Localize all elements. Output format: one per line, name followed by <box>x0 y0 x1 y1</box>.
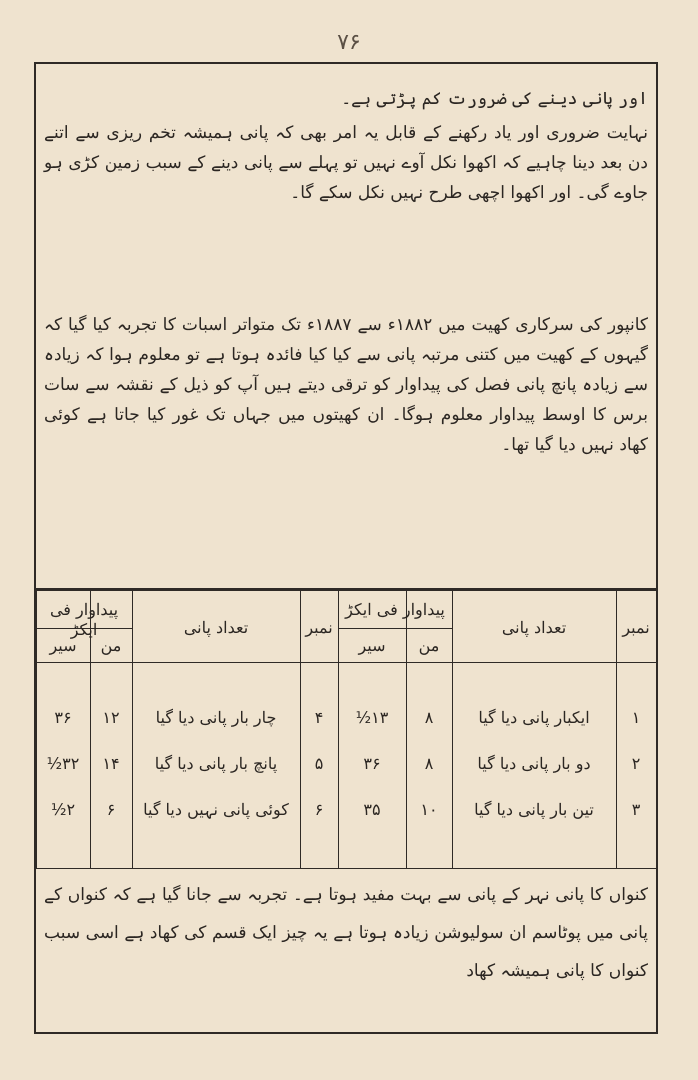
text-frame <box>34 62 658 1034</box>
table-row-seer: ۳۲½ <box>46 754 80 773</box>
table-row-number: ۴ <box>314 708 324 727</box>
table-row-seer: ۳۶ <box>363 754 381 773</box>
header-water-count-right: تعداد پانی <box>501 618 567 637</box>
table-row-number: ۵ <box>314 754 324 773</box>
header-yield-left: پیداوار فی ایکڑ <box>49 600 119 639</box>
header-seer-left: سیر <box>49 636 77 655</box>
table-row-label: چار بار پانی دیا گیا <box>155 708 277 727</box>
table-row-label: پانچ بار پانی دیا گیا <box>154 754 278 773</box>
table-row-label: تین بار پانی دیا گیا <box>474 800 594 819</box>
header-number-left: نمبر <box>305 618 333 637</box>
header-seer-right: سیر <box>358 636 386 655</box>
header-maund-right: من <box>418 636 440 655</box>
table-row-seer: ۳۶ <box>54 708 72 727</box>
table-row-maund: ۶ <box>106 800 116 819</box>
paragraph-well-water: کنواں کا پانی نہر کے پانی سے بہت مفید ہوتا ہے۔ تجربہ سے جانا گیا ہے کہ کنواں کے پانی میں پوٹاسم ان سولیوشن زیادہ ہوتا ہے یہ چیز ایک قسم کی کھاد ہے اسی سبب کنواں کا پانی ہمیشہ کھاد <box>44 885 648 981</box>
table-row-number: ۲ <box>631 754 641 773</box>
table-row-seer: ۱۳½ <box>355 708 389 727</box>
table-row-number: ۳ <box>631 800 641 819</box>
table-row-maund: ۸ <box>424 708 434 727</box>
paragraph-kanpur-experiment: کانپور کی سرکاری کھیت میں ۱۸۸۲ء سے ۱۸۸۷ء تک متواتر اسبات کا تجربہ کیا گیا کہ گیہوں کے کھیت میں کتنی مرتبہ پانی سے کیا کیا فائدہ ہوتا ہے تو معلوم ہوا کہ زیادہ سے زیادہ پانچ پانی فصل کی پیداوار کو ترقی دیتے ہیں آپ کو ذیل کے نقشہ سے سات برس کا اوسط پیداوار معلوم ہوگا۔ ان کھیتوں میں جہاں تک غور کیا جاتا ہے کوئی کھاد نہیں دیا گیا تھا۔ <box>44 315 648 455</box>
table-row-seer: ۳۵ <box>363 800 381 819</box>
table-row-label: کوئی پانی نہیں دیا گیا <box>143 800 289 819</box>
table-row-label: ایکبار پانی دیا گیا <box>478 708 590 727</box>
table-row-maund: ۱۲ <box>102 708 120 727</box>
paragraph-watering-advice: نہایت ضروری اور یاد رکھنے کے قابل یہ امر بھی کہ پانی ہمیشہ تخم ریزی سے اتنے دن بعد دینا چاہیے کہ اکھوا نکل آوے نہیں تو پہلے سے پانی دینے کے سبب زمین کڑی ہو جاوے گی۔ اور اکھوا اچھی طرح نہیں نکل سکے گا۔ <box>44 123 648 203</box>
table-row-maund: ۸ <box>424 754 434 773</box>
header-yield-right: پیداوار فی ایکڑ <box>345 600 445 619</box>
table-row-label: دو بار پانی دیا گیا <box>477 754 591 773</box>
yield-table <box>36 590 656 868</box>
table-row-number: ۱ <box>631 708 641 727</box>
table-row-maund: ۱۰ <box>420 800 438 819</box>
header-number-right: نمبر <box>622 618 650 637</box>
table-row-maund: ۱۴ <box>102 754 120 773</box>
intro-line: اور پانی دینے کی ضرورت کم پڑتی ہے۔ <box>341 89 648 109</box>
table-row-number: ۶ <box>314 800 324 819</box>
header-maund-left: من <box>100 636 122 655</box>
table-row-seer: ۲½ <box>50 800 76 819</box>
header-water-count-left: تعداد پانی <box>183 618 249 637</box>
page-number: ۷۶ <box>337 30 361 55</box>
